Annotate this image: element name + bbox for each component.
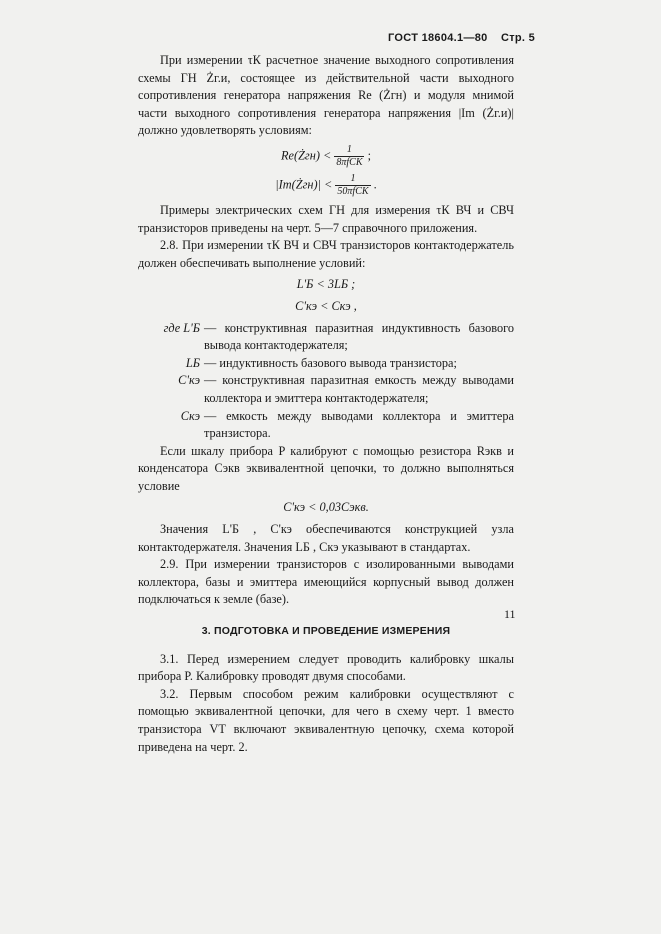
definition-item: Cкэ — емкость между выводами коллектора и эмиттера транзистора. bbox=[180, 408, 514, 441]
paragraph-examples: Примеры электрических схем ГН для измерения τК ВЧ и СВЧ транзисторов приведены на черт. 5—7 справочного приложения. bbox=[138, 202, 514, 235]
paragraph-values: Значения L'Б , C'кэ обеспечиваются конструкцией узла контактодержателя. Значения LБ , Cкэ указывают в стандартах. bbox=[138, 522, 514, 554]
paragraph-2-8: 2.8. При измерении τК ВЧ и СВЧ транзисторов контактодержатель должен обеспечивать выполнение условий: bbox=[138, 238, 514, 270]
fraction: $\frac{1}{\text{50πfCК}}$ bbox=[337, 172, 369, 197]
formula-inductance: L'Б < 3LБ ; bbox=[296, 277, 356, 292]
paragraph-2-9: 2.9. При измерении транзисторов с изолированными выводами коллектора, базы и эмиттера имеющийся корпусный вывод должен подключаться к земле (базе). bbox=[138, 557, 514, 607]
definitions-list bbox=[138, 320, 514, 443]
standard-number: ГОСТ 18604.1—80 bbox=[388, 32, 488, 44]
formula-imaginary-part: |Im(Żгн)| < $\frac{1}{\text{50πfCК}}$ . bbox=[275, 172, 377, 197]
formula-equivalent-capacitance: C'кэ < 0,03Cэкв. bbox=[283, 500, 369, 515]
paragraph-3-1: 3.1. Перед измерением следует проводить калибровку шкалы прибора P. Калибровку проводят двумя способами. bbox=[138, 651, 514, 684]
section-title: 3. ПОДГОТОВКА И ПРОВЕДЕНИЕ ИЗМЕРЕНИЯ bbox=[201, 625, 451, 638]
fraction: $\frac{1}{\text{8πfCК}}$ bbox=[336, 143, 363, 168]
page-header bbox=[388, 32, 545, 44]
paragraph-calibration-condition: Если шкалу прибора P калибруют с помощью резистора Rэкв и конденсатора Cэкв эквивалентной цепочки, то должно выполняться условие bbox=[138, 443, 514, 493]
definition-item: LБ — индуктивность базового вывода транзистора; bbox=[185, 355, 457, 370]
page-label: Стр. 5 bbox=[500, 32, 536, 44]
formula-capacitance: C'кэ < Cкэ , bbox=[295, 298, 357, 313]
definition-item: где L'Б — конструктивная паразитная индуктивность базового вывода контактодержателя; bbox=[163, 320, 514, 353]
page-number: 11 bbox=[504, 607, 516, 621]
document-body bbox=[138, 52, 514, 756]
formula-real-part: Re(Żгн) < $\frac{1}{\text{8πfCК}}$ ; bbox=[281, 143, 371, 168]
paragraph-3-2: 3.2. Первым способом режим калибровки осуществляют с помощью эквивалентной цепочки, для чего в схему черт. 1 вместо транзистора VT включают эквивалентную цепочку, схема которой приведена на черт. 2. bbox=[138, 686, 514, 754]
paragraph-output-resistance: При измерении τК расчетное значение выходного сопротивления схемы ГН Żг.и, состоящее из действительной части выходного сопротивления генератора напряжения Re (Żгн) и модуля мнимой части выходного сопротивления генератора напряжения |Im (Żг.и)| должно удовлетворять условиям: bbox=[138, 53, 514, 138]
definition-item: C'кэ — конструктивная паразитная емкость между выводами коллектора и эмиттера контактодержателя; bbox=[178, 373, 514, 405]
